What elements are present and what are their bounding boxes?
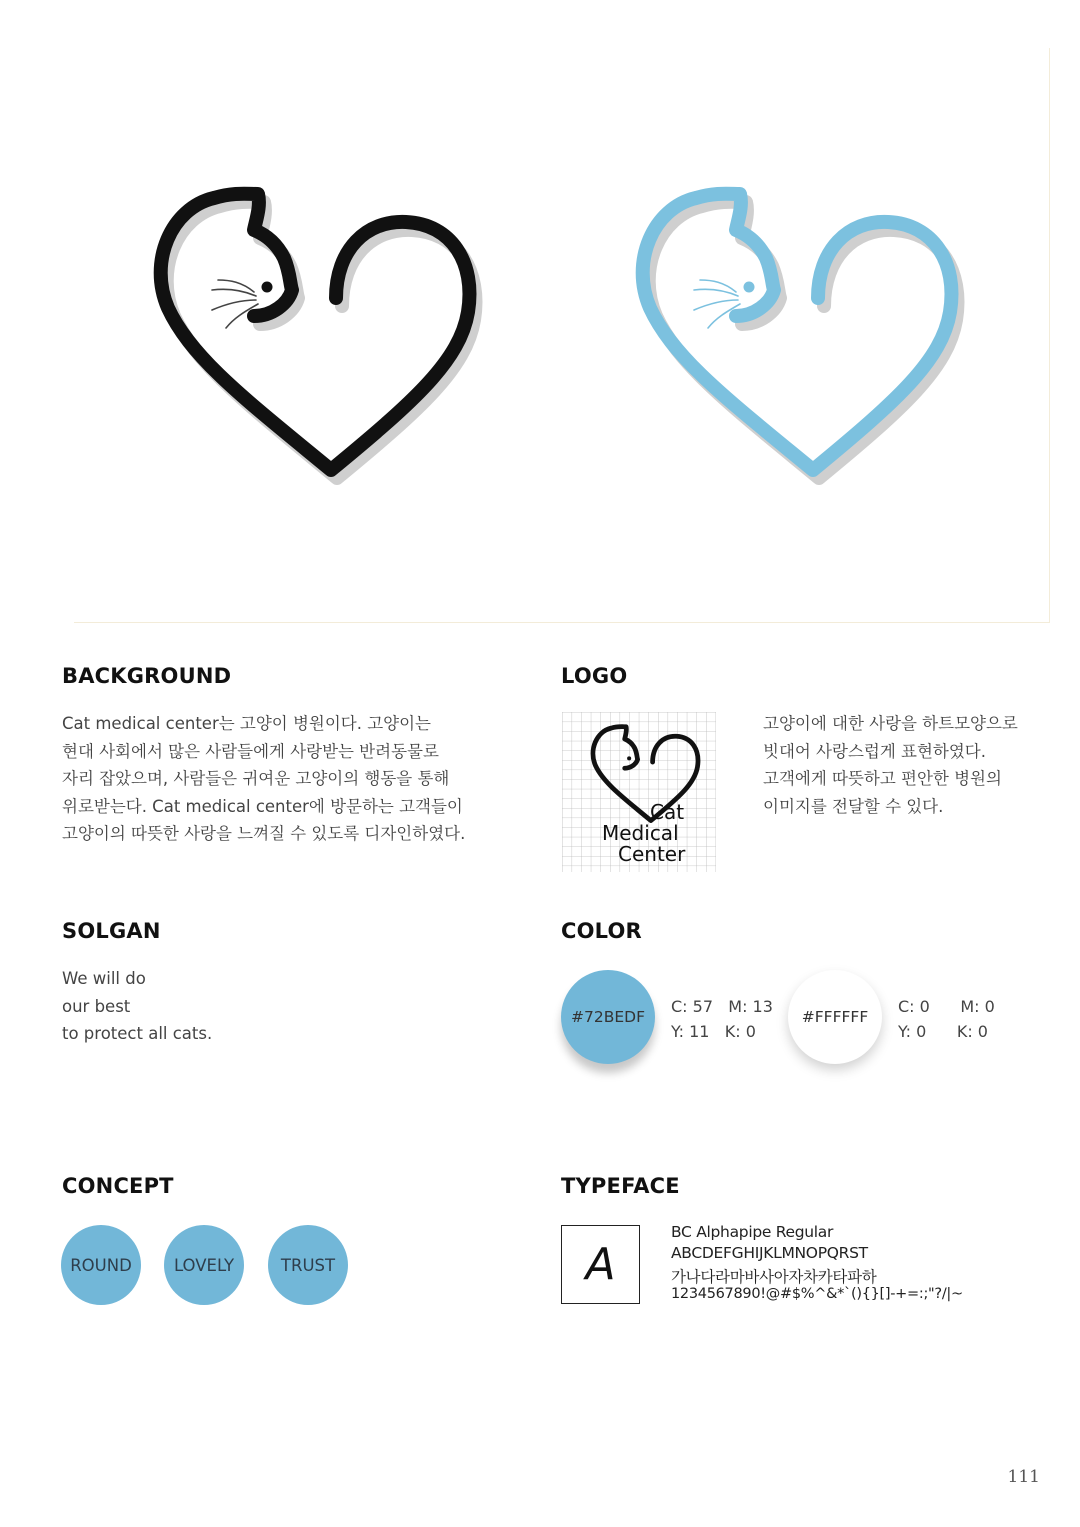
typeface-sample-box [561, 1225, 640, 1304]
typeface-heading: TYPEFACE [561, 1174, 680, 1198]
typeface-uppercase: ABCDEFGHIJKLMNOPQRST [671, 1244, 868, 1262]
slogan-body: We will do our best to protect all cats. [62, 969, 213, 1043]
black-heart-cat-logo [146, 180, 506, 500]
blue-heart-cat-logo [628, 180, 988, 500]
color-swatch-blue-cmyk: C: 57 M: 13 Y: 11 K: 0 [671, 997, 773, 1041]
logo-grid-figure [562, 712, 716, 872]
color-swatch-white-hex: #FFFFFF [801, 1008, 869, 1026]
logo-text-medical: Medical [602, 821, 679, 845]
concept-round [61, 1225, 141, 1305]
logo-body: 고양이에 대한 사랑을 하트모양으로 빗대어 사랑스럽게 표현하였다. 고객에게 따뜻하고 편안한 병원의 이미지를 전달할 수 있다. [763, 714, 1018, 816]
color-heading: COLOR [561, 919, 642, 943]
concept-round-label: ROUND [70, 1255, 132, 1275]
color-swatch-blue [561, 970, 655, 1064]
slogan-heading: SOLGAN [62, 919, 161, 943]
concept-trust [268, 1225, 348, 1305]
concept-heading: CONCEPT [62, 1174, 174, 1198]
logo-text-cat: Cat [650, 800, 685, 824]
concept-lovely [164, 1225, 244, 1305]
concept-trust-label: TRUST [280, 1255, 336, 1275]
color-swatch-white [788, 970, 882, 1064]
color-swatch-blue-hex: #72BEDF [571, 1008, 645, 1026]
typeface-sample-glyph: A [585, 1239, 616, 1290]
background-heading: BACKGROUND [62, 664, 232, 688]
background-body: Cat medical center는 고양이 병원이다. 고양이는 현대 사회에서 많은 사람들에게 사랑받는 반려동물로 자리 잡았으며, 사람들은 귀여운 고양이의 행동을 통해 위로받는다. Cat medical center에 방문하는 고객들이 고양이의 따뜻한 사랑을 느껴질 수 있도록 디자인하였다. [62, 714, 466, 843]
typeface-hangul: 가나다라마바사아자차카타파하 [671, 1268, 877, 1286]
page-number: 111 [1007, 1467, 1040, 1487]
typeface-numbers-symbols: 1234567890!@#$%^&*`(){}[]-+=:;"?/|~ [671, 1286, 963, 1302]
concept-lovely-label: LOVELY [173, 1255, 235, 1275]
typeface-name: BC Alphapipe Regular [671, 1223, 834, 1241]
logo-heading: LOGO [561, 664, 628, 688]
color-swatch-white-cmyk: C: 0 M: 0 Y: 0 K: 0 [898, 997, 995, 1041]
logo-text-center: Center [618, 842, 686, 866]
hero-logo-panel [74, 48, 1050, 623]
